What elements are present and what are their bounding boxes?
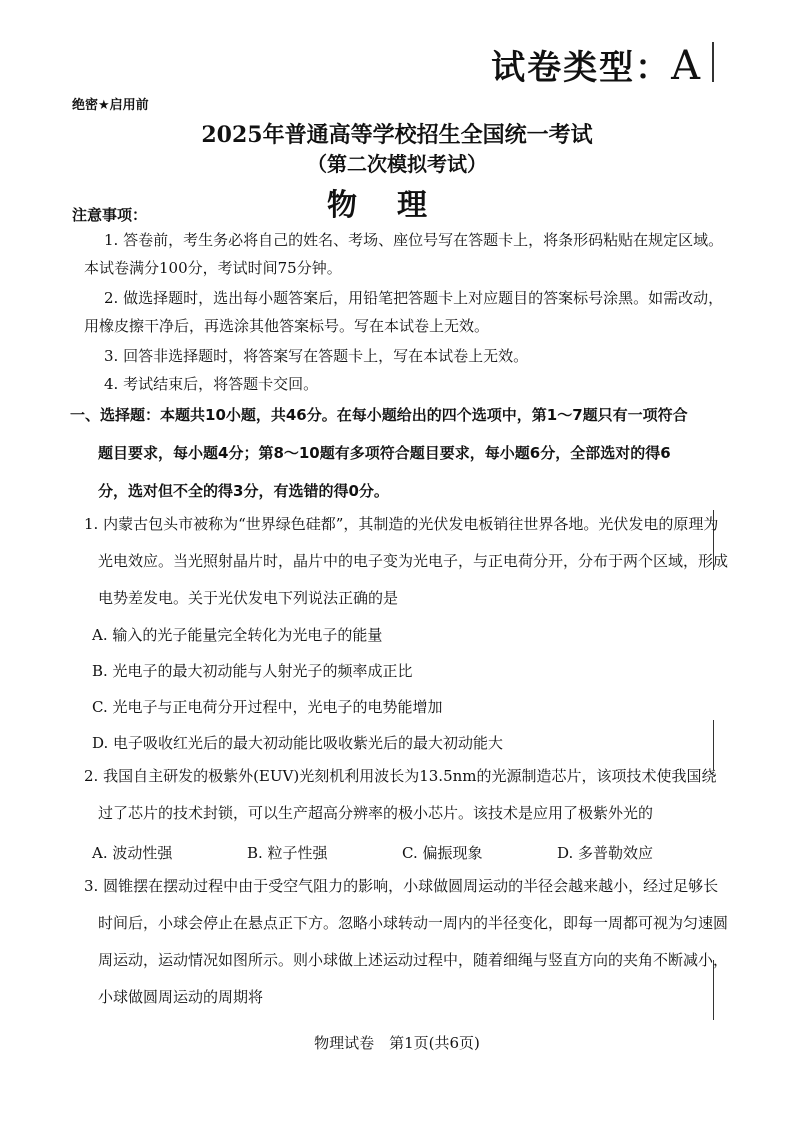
question-2-option-d: D. 多普勒效应 xyxy=(557,844,654,862)
question-1-stem: 1. 内蒙古包头市被称为“世界绿色硅都”，其制造的光伏发电板销往世界各地。光伏发电的原理为光电效应。当光照射晶片时，晶片中的电子变为光电子，与正电荷分开，分布于两个区域，形成电势差发电。关于光伏发电下列说法正确的是 xyxy=(84,515,729,607)
section-heading xyxy=(70,396,720,510)
paper-type xyxy=(491,40,702,89)
section-line-2: 题目要求，每小题4分；第8～10题有多项符合题目要求，每小题6分，全部选对的得6 xyxy=(98,444,671,462)
question-2-option-c: C. 偏振现象 xyxy=(402,844,483,862)
notice-item-1: 1. 答卷前，考生务必将自己的姓名、考场、座位号写在答题卡上，将条形码粘贴在规定区域。本试卷满分100分，考试时间75分钟。 xyxy=(84,231,724,277)
question-3-stem: 3. 圆锥摆在摆动过程中由于受空气阻力的影响，小球做圆周运动的半径会越来越小，经过足够长时间后，小球会停止在悬点正下方。忽略小球转动一周内的半径变化，即每一周都可视为匀速圆周运动，运动情况如图所示。则小球做上述运动过程中，随着细绳与竖直方向的夹角不断减小，小球做圆周运动的周期将 xyxy=(84,877,729,1006)
exam-subtitle: （第二次模拟考试） xyxy=(307,152,487,176)
notice-label: 注意事项： xyxy=(72,206,148,224)
question-2-options xyxy=(92,842,712,863)
notice-item-4: 4. 考试结束后，将答题卡交回。 xyxy=(104,375,319,393)
notice-item-2: 2. 做选择题时，选出每小题答案后，用铅笔把答题卡上对应题目的答案标号涂黑。如需改动，用橡皮擦干净后，再选涂其他答案标号。写在本试卷上无效。 xyxy=(84,289,724,335)
exam-title: 2025年普通高等学校招生全国统一考试 xyxy=(201,122,593,148)
paper-type-letter: A xyxy=(671,43,702,89)
question-2-option-b: B. 粒子性强 xyxy=(247,844,328,862)
subject-title: 物理 xyxy=(327,188,467,223)
question-1-option-a: A. 输入的光子能量完全转化为光电子的能量 xyxy=(92,626,383,644)
notice-item-3: 3. 回答非选择题时，将答案写在答题卡上，写在本试卷上无效。 xyxy=(104,347,529,365)
margin-rule-top xyxy=(712,42,714,82)
section-line-1: 一、选择题：本题共10小题，共46分。在每小题给出的四个选项中，第1～7题只有一项符合 xyxy=(70,406,688,424)
question-2-stem: 2. 我国自主研发的极紫外(EUV)光刻机利用波长为13.5nm的光源制造芯片，该项技术使我国绕过了芯片的技术封锁，可以生产超高分辨率的极小芯片。该技术是应用了极紫外光的 xyxy=(84,767,717,822)
question-2-option-a: A. 波动性强 xyxy=(92,844,173,862)
question-1-option-d: D. 电子吸收红光后的最大初动能比吸收紫光后的最大初动能大 xyxy=(92,734,504,752)
page-footer: 物理试卷 第1页(共6页) xyxy=(314,1034,480,1052)
question-1-option-c: C. 光电子与正电荷分开过程中，光电子的电势能增加 xyxy=(92,698,443,716)
question-1-option-b: B. 光电子的最大初动能与人射光子的频率成正比 xyxy=(92,662,413,680)
paper-type-label: 试卷类型： xyxy=(491,48,672,88)
section-line-3: 分，选对但不全的得3分，有选错的得0分。 xyxy=(98,482,389,500)
confidential-mark: 绝密★启用前 xyxy=(72,98,149,113)
